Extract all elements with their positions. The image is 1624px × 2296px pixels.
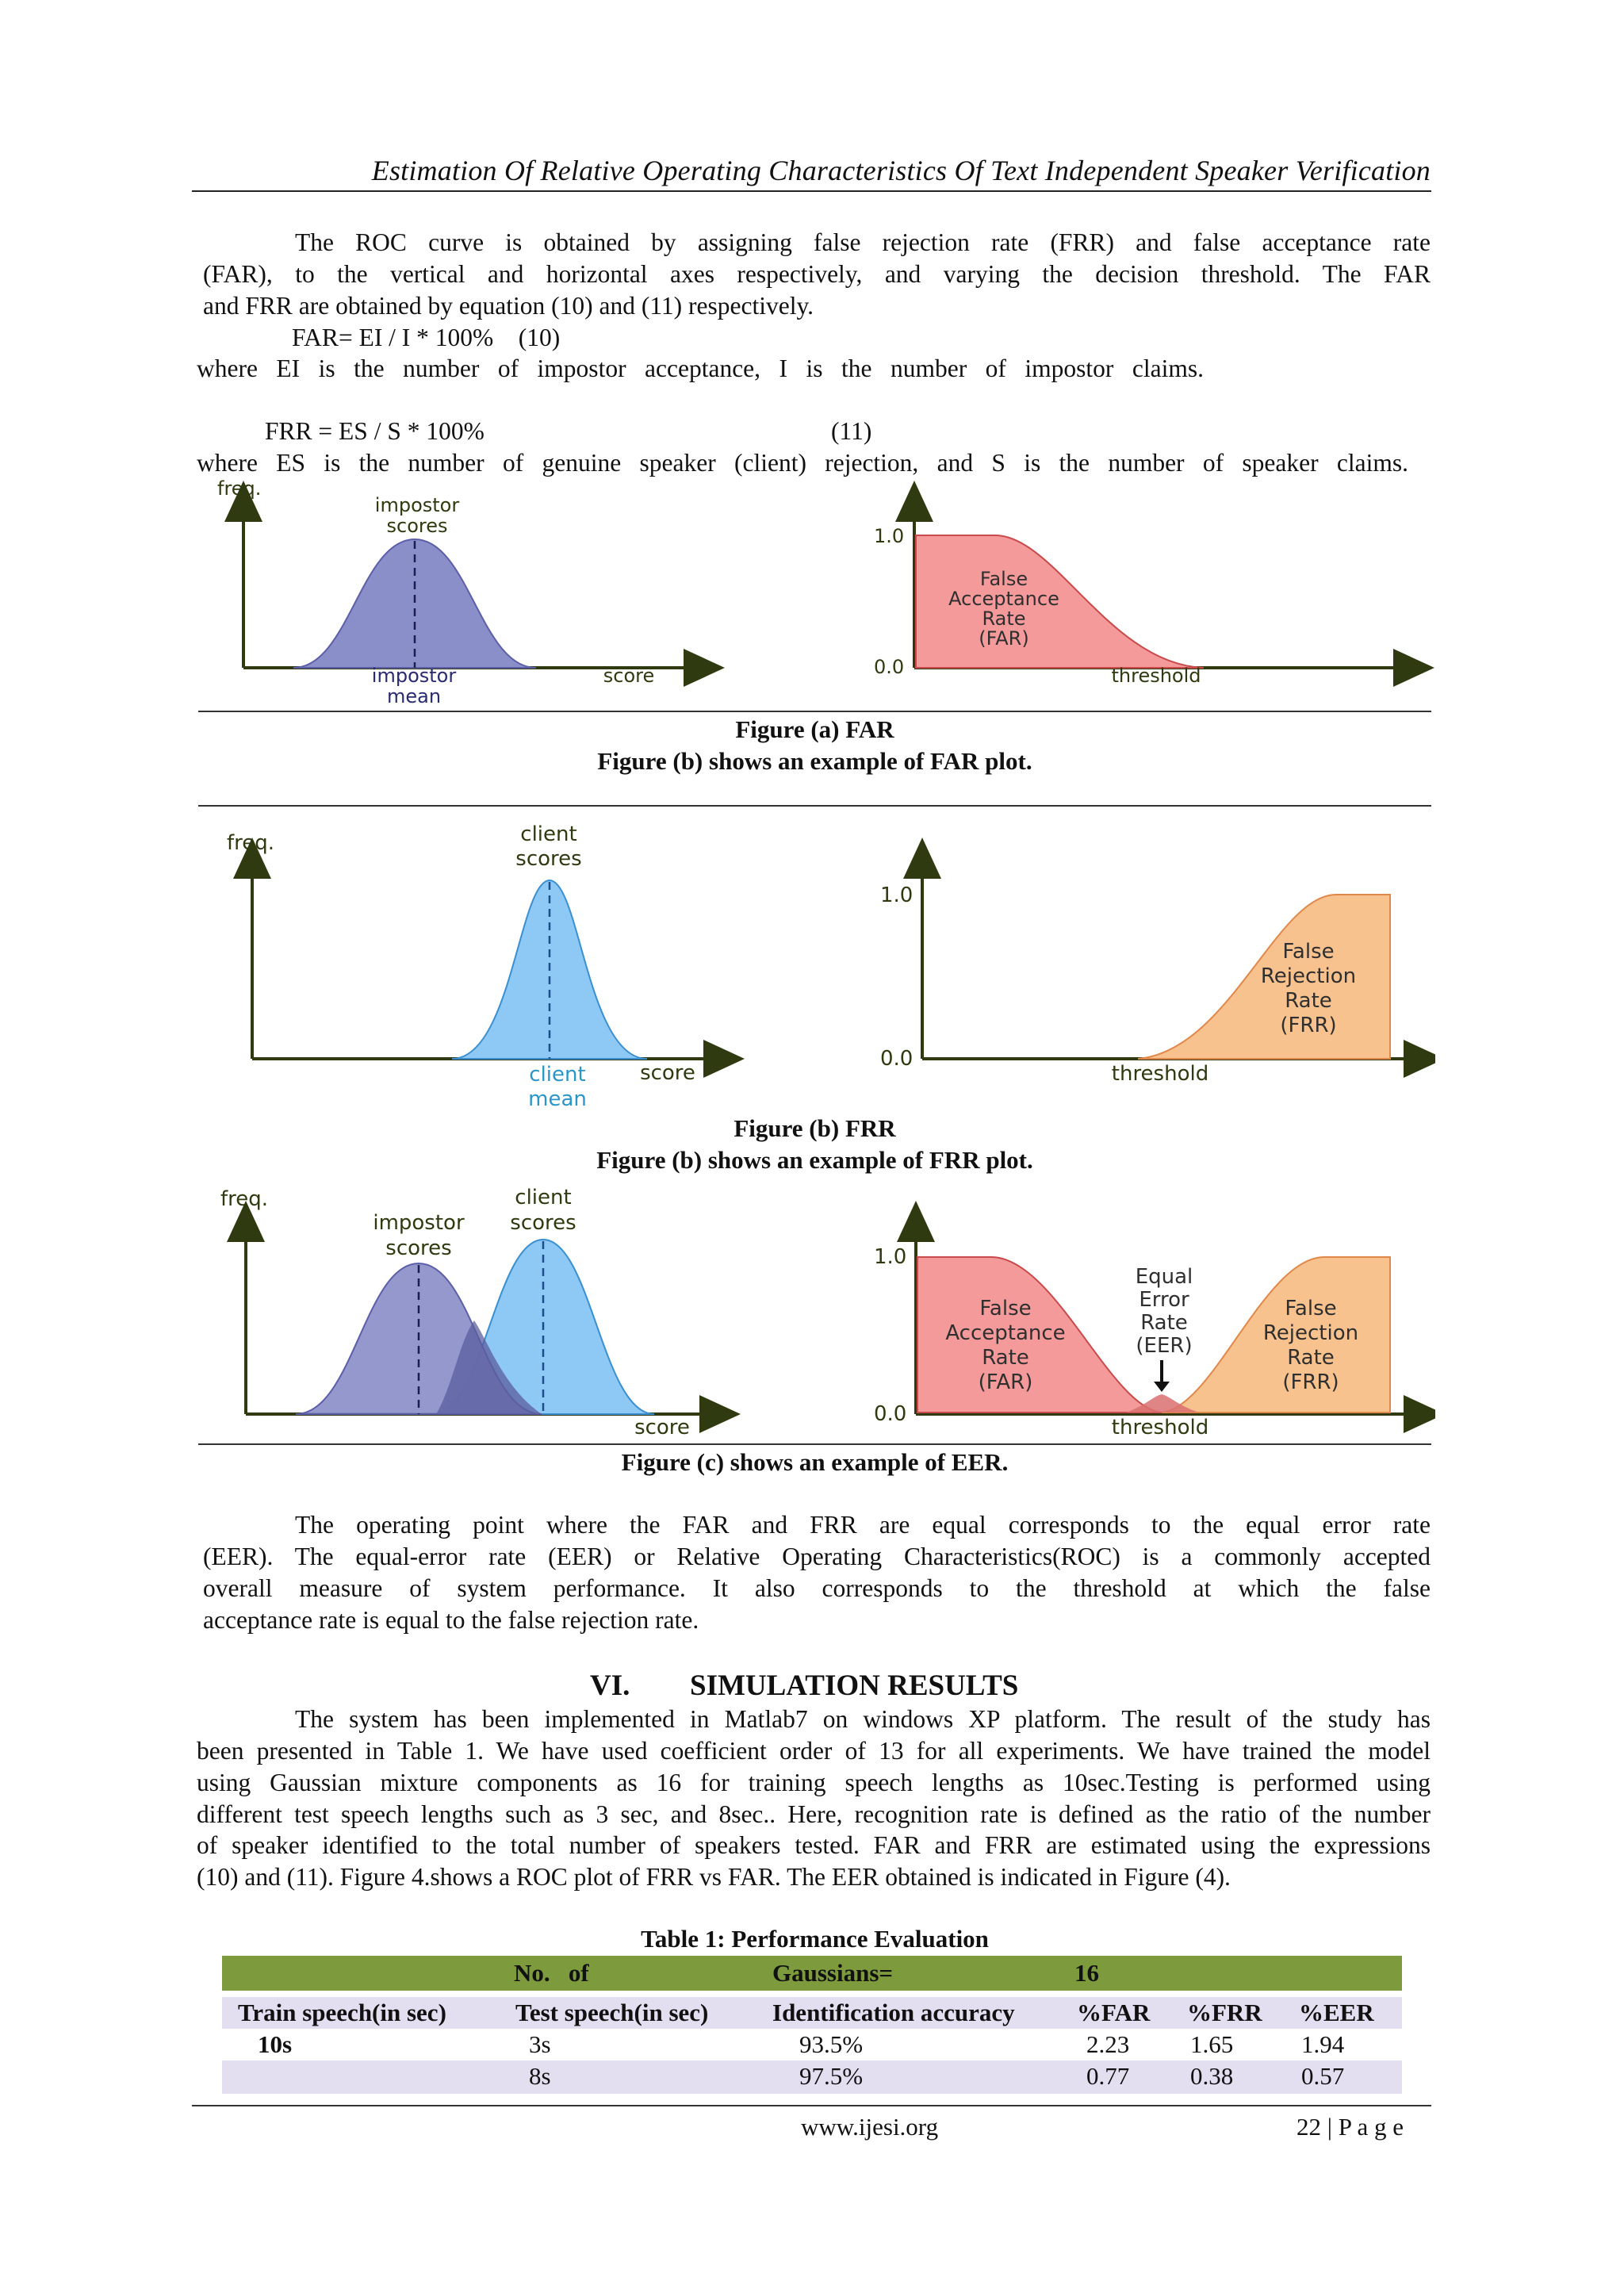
figure-b-description: Figure (b) shows an example of FRR plot.: [596, 1146, 1033, 1174]
fig-c-eer-label-3: Rate: [1140, 1311, 1188, 1335]
fig-a-rate-label-1: False: [979, 568, 1028, 590]
fig-c-eer-label-2: Error: [1139, 1288, 1189, 1312]
fig-a-rate-label-4: (FAR): [979, 627, 1029, 650]
figure-a-rule: [198, 711, 1431, 712]
cell-train-speech: 10s: [258, 2030, 293, 2058]
eer-line-1: The operating point where the FAR and FRR are equal corresponds to the equal error rate: [295, 1511, 1431, 1539]
sim-line-1: The system has been implemented in Matlab7 on windows XP platform. The result of the study has: [295, 1705, 1431, 1733]
fig-c-y-tick-0: 0.0: [874, 1402, 907, 1426]
fig-b-mean-label-1: client: [529, 1063, 586, 1087]
fig-b-score-label: score: [640, 1061, 695, 1085]
figure-a-far: [198, 476, 1435, 714]
section-number: VI.: [590, 1669, 630, 1702]
cell-frr: 0.38: [1190, 2062, 1234, 2090]
footer-page-number: 22 | P a g e: [1297, 2113, 1404, 2141]
fig-c-far-label-3: Rate: [982, 1346, 1029, 1370]
fig-a-threshold-label: threshold: [1111, 665, 1201, 687]
fig-a-y-tick-0: 0.0: [874, 656, 905, 678]
fig-c-far-label-1: False: [979, 1297, 1032, 1320]
cell-eer: 0.57: [1301, 2062, 1345, 2090]
sim-line-2: been presented in Table 1. We have used coefficient order of 13 for all experiments. We have trained the model: [197, 1737, 1431, 1765]
fig-b-threshold-label: threshold: [1111, 1062, 1209, 1086]
table-band-row: [222, 1956, 1402, 1991]
cell-frr: 1.65: [1190, 2030, 1234, 2058]
header-rule: [192, 190, 1431, 192]
fig-c-freq-label: freq.: [220, 1187, 269, 1211]
fig-c-frr-label-3: Rate: [1287, 1346, 1335, 1370]
footer-url: www.ijesi.org: [801, 2113, 939, 2141]
header-test-speech: Test speech(in sec): [515, 1999, 709, 2026]
fig-c-impostor-label-2: scores: [385, 1236, 452, 1260]
footer-rule: [192, 2105, 1431, 2106]
fig-c-far-label-2: Acceptance: [945, 1321, 1066, 1345]
cell-eer: 1.94: [1301, 2030, 1345, 2058]
fig-c-threshold-label: threshold: [1111, 1416, 1209, 1439]
figure-b-frr: [198, 813, 1435, 1122]
eer-line-4: acceptance rate is equal to the false rejection rate.: [203, 1606, 699, 1634]
fig-a-score-label: score: [603, 665, 655, 687]
header-train-speech: Train speech(in sec): [238, 1999, 446, 2026]
fig-a-rate-label-3: Rate: [982, 608, 1026, 630]
header-frr: %FRR: [1187, 1999, 1262, 2026]
fig-b-scores-label-2: scores: [515, 847, 582, 871]
cell-test-speech: 8s: [529, 2062, 551, 2090]
fig-a-rate-label-2: Acceptance: [948, 588, 1059, 610]
fig-a-mean-label-2: mean: [386, 685, 442, 707]
frr-where: where ES is the number of genuine speaker (client) rejection, and S is the number of speaker claims.: [197, 449, 1408, 477]
fig-a-scores-label-1: impostor: [374, 494, 460, 516]
figure-b-caption: Figure (b) FRR: [733, 1114, 896, 1142]
eer-line-2: (EER). The equal-error rate (EER) or Relative Operating Characteristics(ROC) is a commonly accepted: [203, 1543, 1431, 1570]
fig-c-frr-label-1: False: [1285, 1297, 1337, 1320]
fig-c-score-label: score: [634, 1416, 690, 1439]
far-where: where EI is the number of impostor acceptance, I is the number of impostor claims.: [197, 355, 1204, 382]
fig-a-freq-label: freq.: [217, 477, 262, 500]
cell-test-speech: 3s: [529, 2030, 551, 2058]
sim-line-3: using Gaussian mixture components as 16 for training speech lengths as 10sec.Testing is performed using: [197, 1769, 1431, 1796]
table-header-row: [222, 1997, 1402, 2029]
fig-c-y-tick-1: 1.0: [874, 1245, 907, 1269]
intro-line-3: and FRR are obtained by equation (10) and (11) respectively.: [203, 292, 814, 320]
figure-c-caption: Figure (c) shows an example of EER.: [621, 1448, 1009, 1476]
fig-b-mean-label-2: mean: [528, 1087, 587, 1111]
eer-arrow-head: [1154, 1382, 1170, 1392]
performance-table: [222, 1956, 1402, 2102]
fig-b-rate-label-1: False: [1282, 940, 1335, 964]
cell-far: 0.77: [1086, 2062, 1130, 2090]
table-row: [222, 2029, 1402, 2060]
cell-far: 2.23: [1086, 2030, 1130, 2058]
sim-line-4: different test speech lengths such as 3 sec, and 8sec.. Here, recognition rate is defined as the ratio of the number: [197, 1800, 1431, 1828]
figure-c-rule: [198, 1443, 1431, 1445]
header-eer: %EER: [1299, 1999, 1374, 2026]
fig-b-rate-label-2: Rejection: [1260, 964, 1357, 988]
fig-c-client-label-1: client: [515, 1186, 572, 1209]
fig-c-eer-label-1: Equal: [1135, 1265, 1193, 1289]
sim-line-5: of speaker identified to the total number of speakers tested. FAR and FRR are estimated using the expressions: [197, 1831, 1431, 1859]
eer-line-3: overall measure of system performance. It also corresponds to the threshold at which the false: [203, 1574, 1431, 1602]
fig-c-frr-label-2: Rejection: [1262, 1321, 1359, 1345]
section-title: SIMULATION RESULTS: [690, 1669, 1019, 1702]
table-row: [222, 2060, 1402, 2094]
fig-c-impostor-label-1: impostor: [373, 1211, 465, 1235]
figure-c-eer: [198, 1182, 1435, 1443]
fig-c-client-label-2: scores: [510, 1211, 576, 1235]
fig-b-rate-label-4: (FRR): [1280, 1014, 1337, 1037]
band-no-of: No. of: [514, 1959, 589, 1987]
fig-c-eer-label-4: (EER): [1136, 1334, 1193, 1358]
figure-a-caption: Figure (a) FAR: [735, 715, 894, 743]
sim-line-6: (10) and (11). Figure 4.shows a ROC plot of FRR vs FAR. The EER obtained is indicated in Figure (4).: [197, 1863, 1231, 1891]
cell-accuracy: 93.5%: [799, 2030, 864, 2058]
band-gaussians: Gaussians=: [772, 1959, 894, 1987]
fig-b-rate-label-3: Rate: [1285, 989, 1332, 1013]
intro-line-2: (FAR), to the vertical and horizontal axes respectively, and varying the decision threshold. The FAR: [203, 260, 1431, 288]
fig-c-far-label-4: (FAR): [978, 1370, 1033, 1394]
fig-c-frr-label-4: (FRR): [1282, 1370, 1339, 1394]
band-gaussians-value: 16: [1074, 1959, 1099, 1987]
fig-a-y-tick-1: 1.0: [874, 525, 905, 547]
header-identification-accuracy: Identification accuracy: [772, 1999, 1015, 2026]
fig-a-mean-label-1: impostor: [371, 665, 457, 687]
fig-b-y-tick-1: 1.0: [880, 884, 914, 907]
frr-equation: FRR = ES / S * 100%: [265, 417, 485, 445]
header-far: %FAR: [1077, 1999, 1151, 2026]
fig-b-freq-label: freq.: [227, 831, 275, 855]
fig-b-scores-label-1: client: [520, 822, 577, 846]
cell-accuracy: 97.5%: [799, 2062, 864, 2090]
far-equation: FAR= EI / I * 100% (10): [292, 324, 561, 351]
table-title: Table 1: Performance Evaluation: [641, 1925, 989, 1953]
figure-b-top-rule: [198, 805, 1431, 807]
frr-equation-number: (11): [831, 417, 872, 445]
fig-a-scores-label-2: scores: [386, 515, 448, 537]
running-header: Estimation Of Relative Operating Characteristics Of Text Independent Speaker Verification: [371, 155, 1431, 186]
intro-line-1: The ROC curve is obtained by assigning false rejection rate (FRR) and false acceptance rate: [295, 228, 1431, 256]
fig-b-y-tick-0: 0.0: [880, 1047, 914, 1071]
figure-a-description: Figure (b) shows an example of FAR plot.: [597, 747, 1032, 775]
